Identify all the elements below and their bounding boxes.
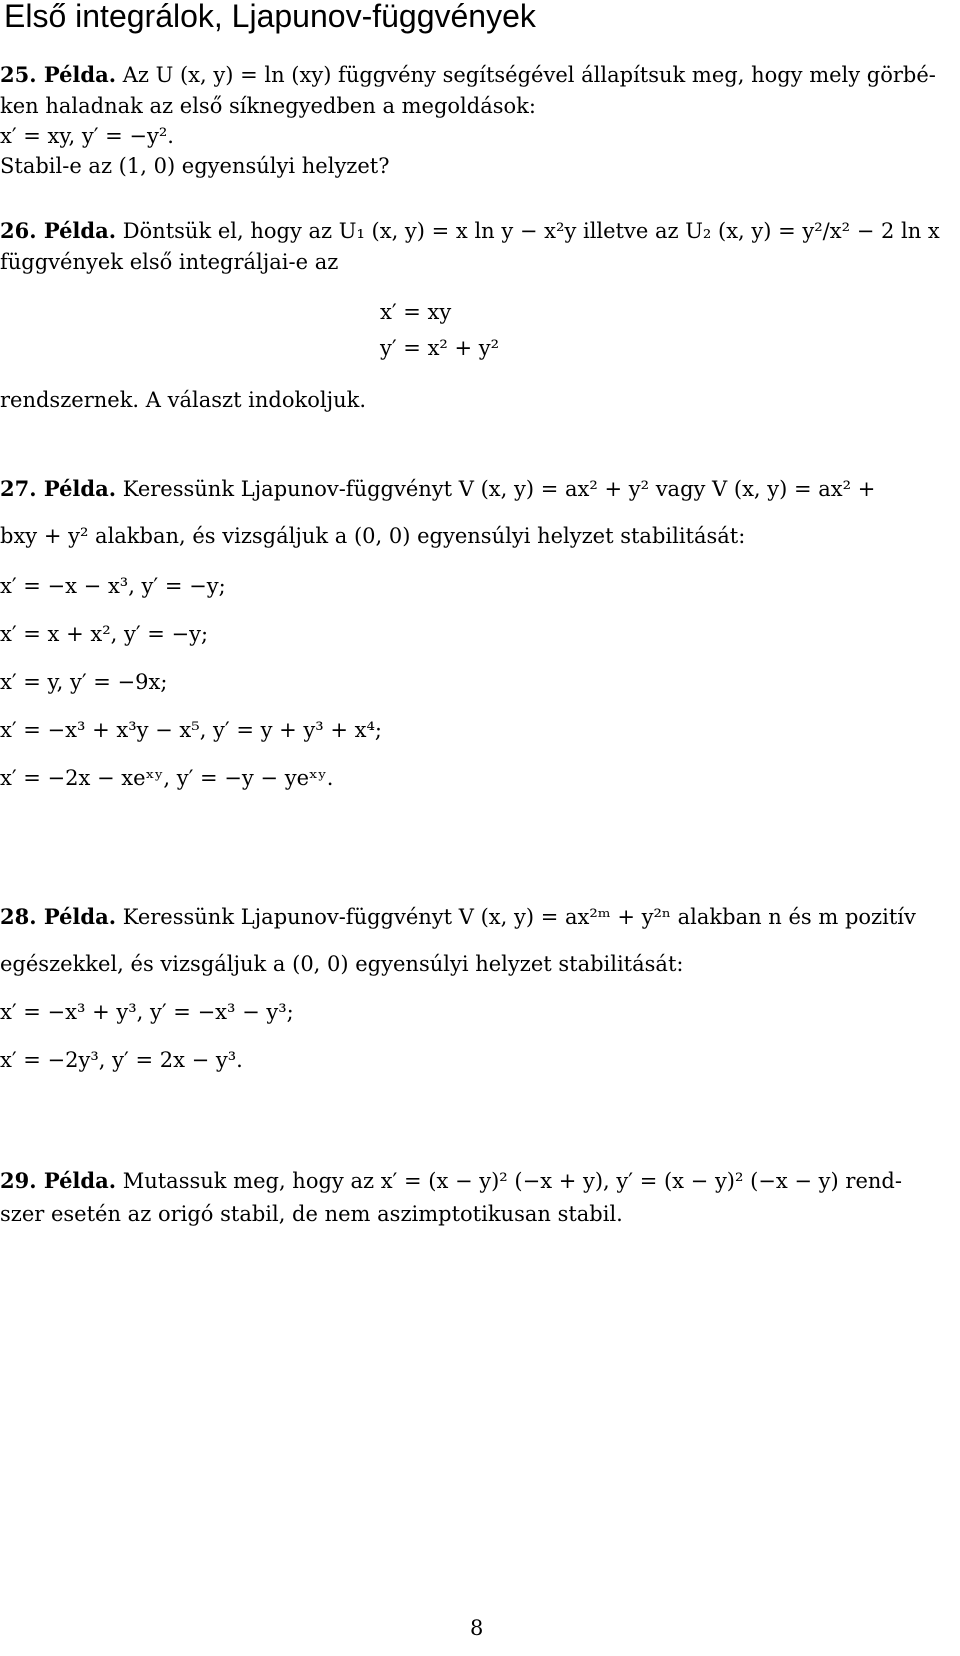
ex26-eq2: y′ = x² + y² [380, 336, 500, 360]
ex27-text2: bxy + y² alakban, és vizsgáljuk a (0, 0) egyensúlyi helyzet stabilitását: [0, 524, 746, 548]
ex27-line1 [0, 476, 875, 501]
ex25-text4: Stabil-e az (1, 0) egyensúlyi helyzet? [0, 154, 390, 178]
ex25-label: 25. Példa. [0, 62, 117, 87]
ex26-text2: függvények első integráljai-e az [0, 250, 339, 274]
ex29-text1: Mutassuk meg, hogy az x′ = (x − y)² (−x + y), y′ = (x − y)² (−x − y) rend- [122, 1169, 902, 1193]
ex27-system-2: x′ = x + x², y′ = −y; [0, 622, 209, 646]
ex27-system-1: x′ = −x − x³, y′ = −y; [0, 574, 226, 598]
ex28-text1: Keressünk Ljapunov-függvényt V (x, y) = ax²ᵐ + y²ⁿ alakban n és m pozitív [122, 905, 916, 929]
page-number: 8 [470, 1616, 484, 1640]
ex27-system-3: x′ = y, y′ = −9x; [0, 670, 168, 694]
ex27-system-4: x′ = −x³ + x³y − x⁵, y′ = y + y³ + x⁴; [0, 718, 382, 742]
ex29-line1 [0, 1168, 902, 1193]
ex28-system-1: x′ = −x³ + y³, y′ = −x³ − y³; [0, 1000, 294, 1024]
ex28-system-2: x′ = −2y³, y′ = 2x − y³. [0, 1048, 243, 1072]
ex25-text1: Az U (x, y) = ln (xy) függvény segítségével állapítsuk meg, hogy mely görbé- [122, 63, 936, 87]
ex25-text3: x′ = xy, y′ = −y². [0, 124, 174, 148]
ex28-label: 28. Példa. [0, 904, 117, 929]
ex27-system-5: x′ = −2x − xeˣʸ, y′ = −y − yeˣʸ. [0, 766, 334, 790]
ex25-line1 [0, 62, 936, 87]
ex28-text2: egészekkel, és vizsgáljuk a (0, 0) egyensúlyi helyzet stabilitását: [0, 952, 684, 976]
ex26-text1: Döntsük el, hogy az U₁ (x, y) = x ln y − x²y illetve az U₂ (x, y) = y²/x² − 2 ln x [122, 219, 940, 243]
ex29-label: 29. Példa. [0, 1168, 117, 1193]
ex29-text2: szer esetén az origó stabil, de nem aszimptotikusan stabil. [0, 1202, 623, 1226]
ex26-label: 26. Példa. [0, 218, 117, 243]
ex26-line1 [0, 218, 940, 243]
ex28-line1 [0, 904, 916, 929]
ex25-text2: ken haladnak az első síknegyedben a megoldások: [0, 94, 536, 118]
ex26-eq1: x′ = xy [380, 300, 452, 324]
section-title: Első integrálok, Ljapunov-függvények [4, 0, 536, 34]
ex27-label: 27. Példa. [0, 476, 117, 501]
ex26-text3: rendszernek. A választ indokoljuk. [0, 388, 367, 412]
ex27-text1: Keressünk Ljapunov-függvényt V (x, y) = ax² + y² vagy V (x, y) = ax² + [122, 477, 876, 501]
